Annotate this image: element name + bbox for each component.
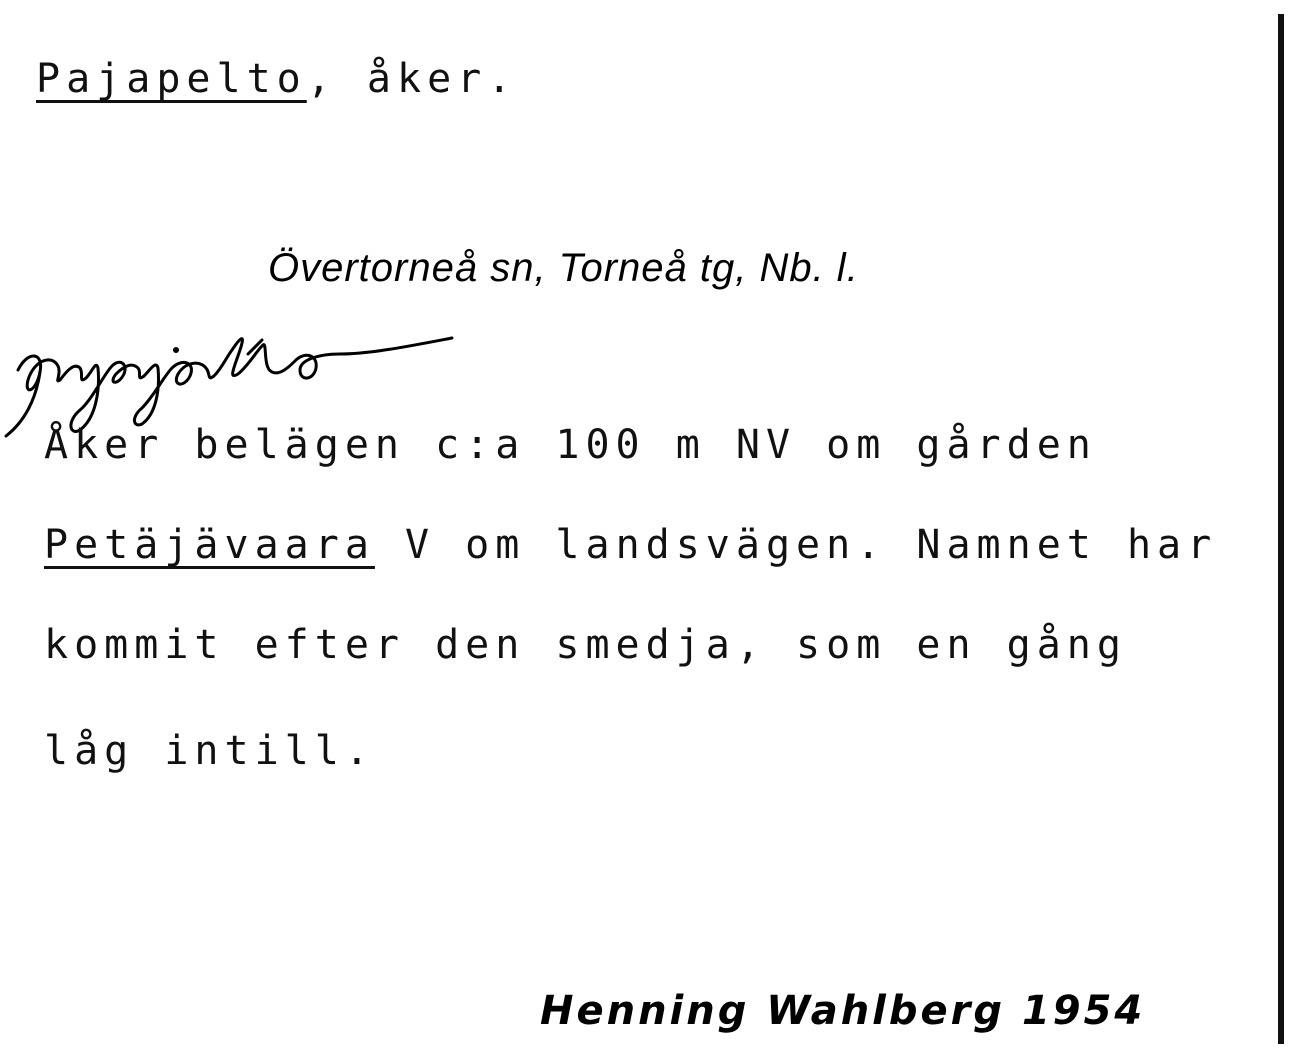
body-line-1: Åker belägen c:a 100 m NV om gården — [44, 422, 1097, 468]
body-line-4: låg intill. — [44, 728, 375, 774]
card-edge-divider — [1278, 14, 1284, 1044]
body-line-2-rest: V om landsvägen. Namnet har — [374, 522, 1218, 568]
place-name: Petäjävaara — [44, 522, 375, 568]
body-line-2 — [44, 522, 1217, 568]
signature-line: Henning Wahlberg 1954 — [540, 988, 1146, 1034]
location-line: Övertorneå sn, Torneå tg, Nb. l. — [268, 246, 859, 290]
headword-suffix: , åker. — [306, 56, 518, 102]
handwritten-form-image — [0, 310, 470, 440]
headword-line — [36, 56, 517, 102]
headword: Pajapelto — [36, 56, 307, 102]
body-line-3: kommit efter den smedja, som en gång — [44, 622, 1127, 668]
